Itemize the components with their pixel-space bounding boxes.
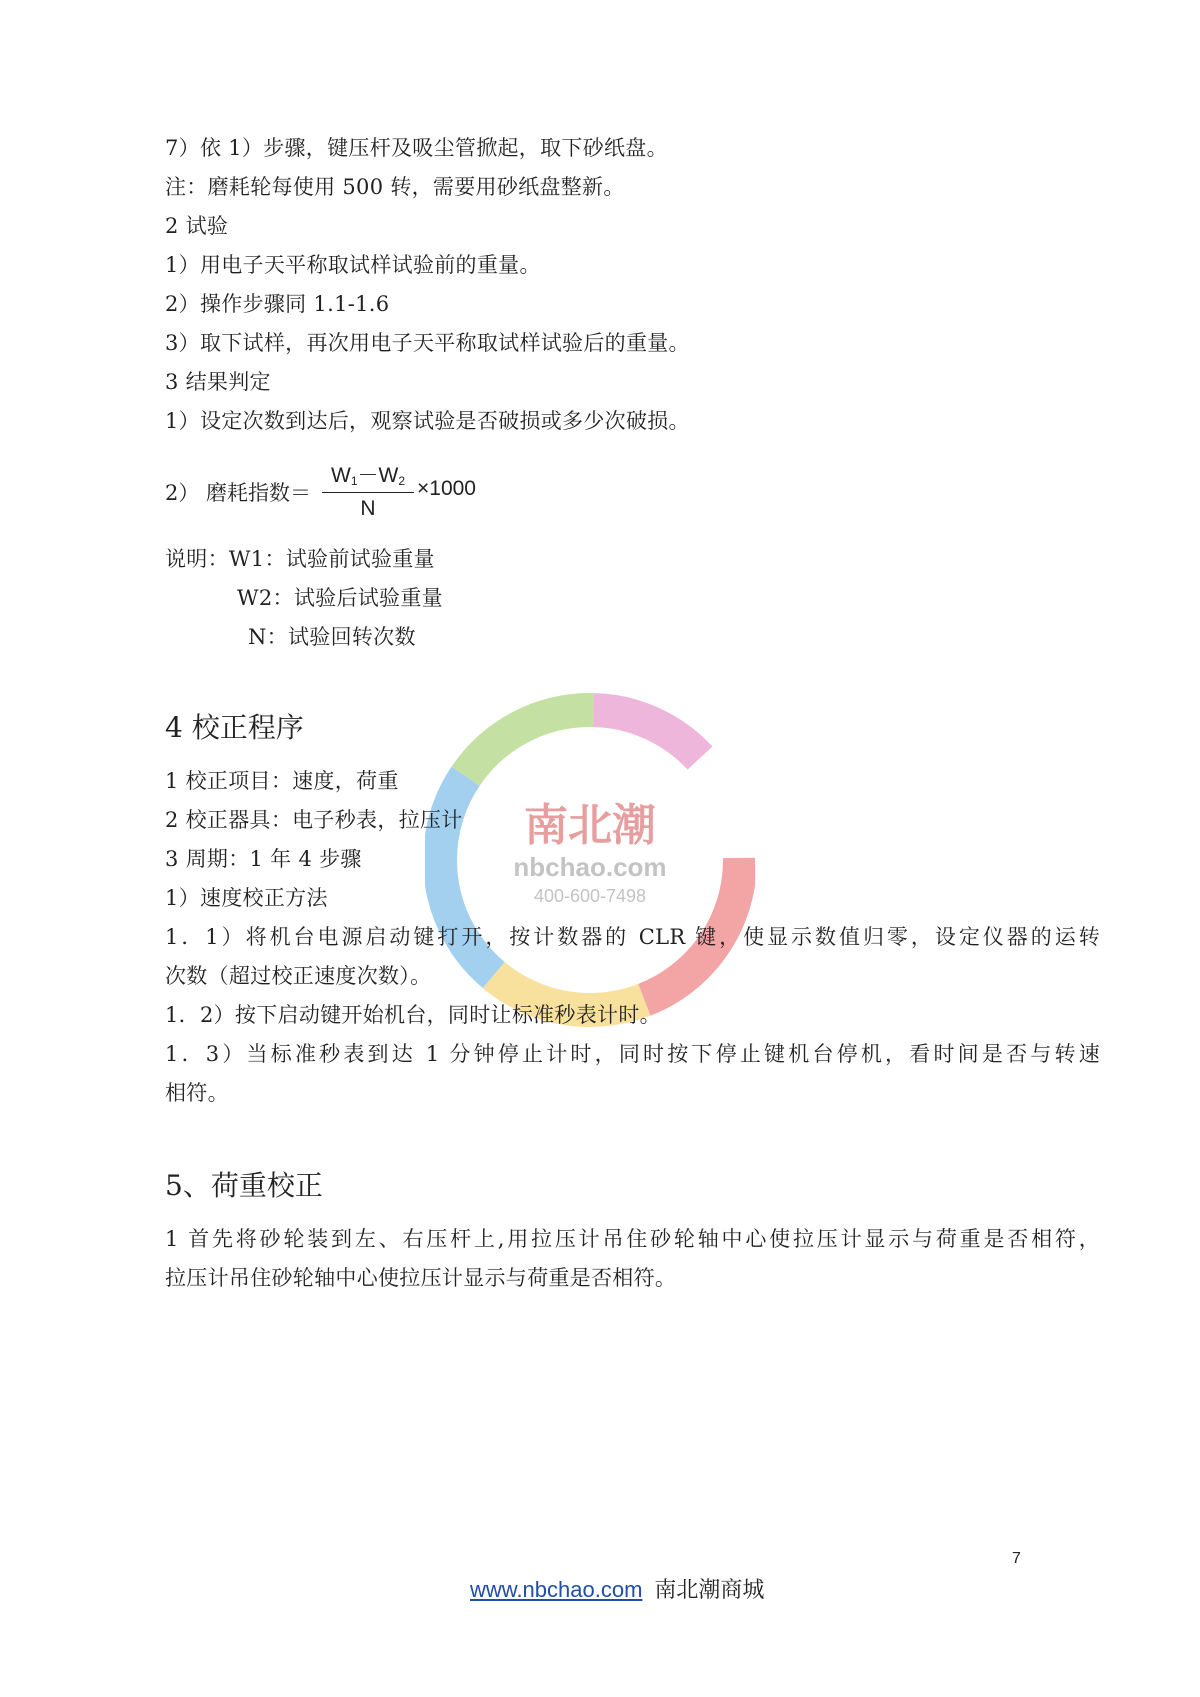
footer-link[interactable]: www.nbchao.com <box>470 1577 643 1602</box>
test-heading: 2 试验 <box>165 214 229 238</box>
watermark-brand: 南北潮 <box>524 800 656 851</box>
section-5-line: 1 首先将砂轮装到左、右压杆上,用拉压计吊住砂轮轴中心使拉压计显示与荷重是否相符， <box>165 1227 1100 1251</box>
test-step-1: 1）用电子天平称取试样试验前的重量。 <box>165 253 541 277</box>
step-7-line: 7）依 1）步骤，键压杆及吸尘管掀起，取下砂纸盘。 <box>165 136 668 160</box>
section-4-line: 3 周期：1 年 4 步骤 <box>165 847 362 871</box>
page-number: 7 <box>1012 1550 1021 1567</box>
note-line: 注：磨耗轮每使用 500 转，需要用砂纸盘整新。 <box>165 175 625 199</box>
result-heading: 3 结果判定 <box>165 370 271 394</box>
note-n: N：试验回转次数 <box>248 625 416 649</box>
formula-numerator: $W_1-W_2$ <box>330 464 406 488</box>
footer-store-name: 南北潮商城 <box>654 1578 765 1603</box>
section-4-line: 相符。 <box>165 1081 229 1105</box>
test-step-2: 2）操作步骤同 1.1-1.6 <box>165 292 390 316</box>
section-4-line: 1）速度校正方法 <box>165 886 328 910</box>
fraction-bar <box>322 492 414 493</box>
nbchao-watermark-logo <box>425 690 755 1030</box>
section-4-line: 1 校正项目：速度，荷重 <box>165 769 399 793</box>
section-4-line: 1．2）按下启动键开始机台，同时让标准秒表计时。 <box>165 1003 661 1027</box>
footer <box>470 1573 764 1604</box>
note-w2: W2：试验后试验重量 <box>237 586 443 610</box>
section-4-line: 1．1）将机台电源启动键打开，按计数器的 CLR 键，使显示数值归零，设定仪器的运转 <box>165 925 1100 949</box>
formula-multiplier: ×1000 <box>417 477 476 500</box>
section-5-line: 拉压计吊住砂轮轴中心使拉压计显示与荷重是否相符。 <box>165 1266 677 1290</box>
watermark-phone: 400-600-7498 <box>533 886 647 906</box>
note-w1: 说明：W1：试验前试验重量 <box>165 547 435 571</box>
section-4-heading: 4 校正程序 <box>165 711 304 744</box>
formula-denominator: N <box>360 497 376 520</box>
section-4-line: 次数（超过校正速度次数）。 <box>165 964 432 988</box>
section-4-line: 1．3）当标准秒表到达 1 分钟停止计时，同时按下停止键机台停机，看时间是否与转速 <box>165 1042 1100 1066</box>
result-step-1: 1）设定次数到达后，观察试验是否破损或多少次破损。 <box>165 409 690 433</box>
watermark-domain: nbchao.com <box>513 852 667 882</box>
test-step-3: 3）取下试样，再次用电子天平称取试样试验后的重量。 <box>165 331 690 355</box>
section-4-line: 2 校正器具：电子秒表，拉压计 <box>165 808 463 832</box>
formula-prefix: 2） 磨耗指数＝ <box>165 481 312 505</box>
section-5-heading: 5、荷重校正 <box>165 1169 323 1202</box>
